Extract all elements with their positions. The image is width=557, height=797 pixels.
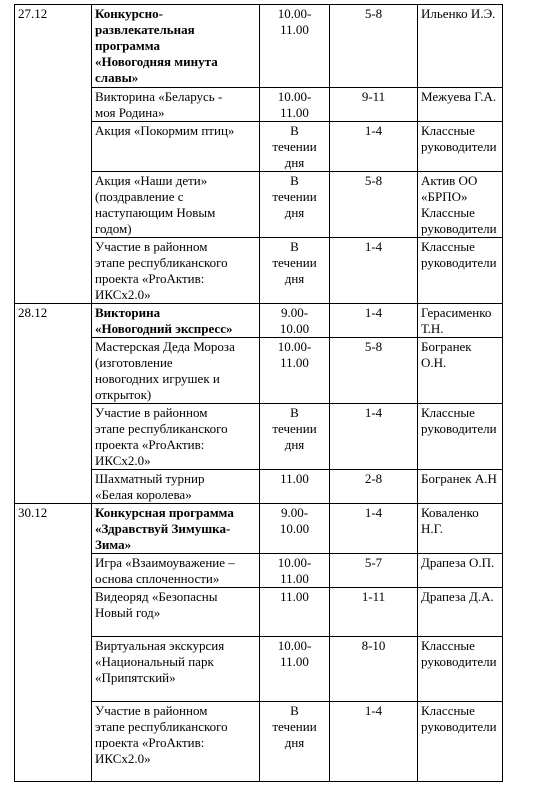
grades-cell: 1-4 — [330, 122, 418, 172]
responsible-cell: Актив ОО «БРПО» Классные руководители — [418, 172, 503, 238]
event-title-cell: Акция «Покормим птиц» — [92, 122, 260, 172]
event-title-cell: Викторина «Беларусь - моя Родина» — [92, 88, 260, 122]
time-cell: 11.00 — [260, 470, 330, 504]
grades-cell: 5-8 — [330, 172, 418, 238]
table-row — [15, 304, 503, 338]
event-title-cell: Конкурсно- развлекательная программа «Новогодняя минута славы» — [92, 5, 260, 88]
event-title-cell: Конкурсная программа «Здравствуй Зимушка- Зима» — [92, 504, 260, 554]
event-title-cell: Участие в районном этапе республиканского проекта «ProАктив: ИКСх2.0» — [92, 702, 260, 782]
responsible-cell: Классные руководители — [418, 702, 503, 782]
time-cell: 9.00- 10.00 — [260, 504, 330, 554]
date-cell: 30.12 — [15, 504, 92, 782]
time-cell: 10.00- 11.00 — [260, 88, 330, 122]
event-title-cell: Викторина «Новогодний экспресс» — [92, 304, 260, 338]
responsible-cell: Богранек О.Н. — [418, 338, 503, 404]
grades-cell: 1-11 — [330, 588, 418, 637]
event-title-cell: Участие в районном этапе республиканского проекта «ProАктив: ИКСх2.0» — [92, 404, 260, 470]
grades-cell: 1-4 — [330, 404, 418, 470]
time-cell: 10.00- 11.00 — [260, 338, 330, 404]
time-cell: 10.00- 11.00 — [260, 5, 330, 88]
responsible-cell: Коваленко Н.Г. — [418, 504, 503, 554]
time-cell: 9.00- 10.00 — [260, 304, 330, 338]
time-cell: 10.00- 11.00 — [260, 637, 330, 702]
event-title-cell: Мастерская Деда Мороза (изготовление новогодних игрушек и открыток) — [92, 338, 260, 404]
grades-cell: 8-10 — [330, 637, 418, 702]
schedule-table — [14, 4, 503, 782]
event-title-cell: Виртуальная экскурсия «Национальный парк «Припятский» — [92, 637, 260, 702]
grades-cell: 1-4 — [330, 702, 418, 782]
event-title-cell: Игра «Взаимоуважение – основа сплоченности» — [92, 554, 260, 588]
table-row — [15, 504, 503, 554]
schedule-body — [15, 5, 503, 782]
responsible-cell: Классные руководители — [418, 404, 503, 470]
grades-cell: 5-7 — [330, 554, 418, 588]
time-cell: 11.00 — [260, 588, 330, 637]
grades-cell: 5-8 — [330, 338, 418, 404]
grades-cell: 5-8 — [330, 5, 418, 88]
responsible-cell: Драпеза Д.А. — [418, 588, 503, 637]
responsible-cell: Классные руководители — [418, 122, 503, 172]
time-cell: В течении дня — [260, 172, 330, 238]
event-title-cell: Шахматный турнир «Белая королева» — [92, 470, 260, 504]
grades-cell: 1-4 — [330, 504, 418, 554]
responsible-cell: Классные руководители — [418, 238, 503, 304]
responsible-cell: Ильенко И.Э. — [418, 5, 503, 88]
time-cell: В течении дня — [260, 122, 330, 172]
responsible-cell: Классные руководители — [418, 637, 503, 702]
grades-cell: 2-8 — [330, 470, 418, 504]
grades-cell: 1-4 — [330, 304, 418, 338]
responsible-cell: Герасименко Т.Н. — [418, 304, 503, 338]
event-title-cell: Видеоряд «Безопасны Новый год» — [92, 588, 260, 637]
responsible-cell: Богранек А.Н — [418, 470, 503, 504]
table-row — [15, 5, 503, 88]
time-cell: В течении дня — [260, 404, 330, 470]
date-cell: 27.12 — [15, 5, 92, 304]
event-title-cell: Участие в районном этапе республиканского проекта «ProАктив: ИКСх2.0» — [92, 238, 260, 304]
time-cell: В течении дня — [260, 702, 330, 782]
date-cell: 28.12 — [15, 304, 92, 504]
responsible-cell: Драпеза О.П. — [418, 554, 503, 588]
responsible-cell: Межуева Г.А. — [418, 88, 503, 122]
grades-cell: 9-11 — [330, 88, 418, 122]
time-cell: В течении дня — [260, 238, 330, 304]
grades-cell: 1-4 — [330, 238, 418, 304]
time-cell: 10.00- 11.00 — [260, 554, 330, 588]
event-title-cell: Акция «Наши дети» (поздравление с наступающим Новым годом) — [92, 172, 260, 238]
